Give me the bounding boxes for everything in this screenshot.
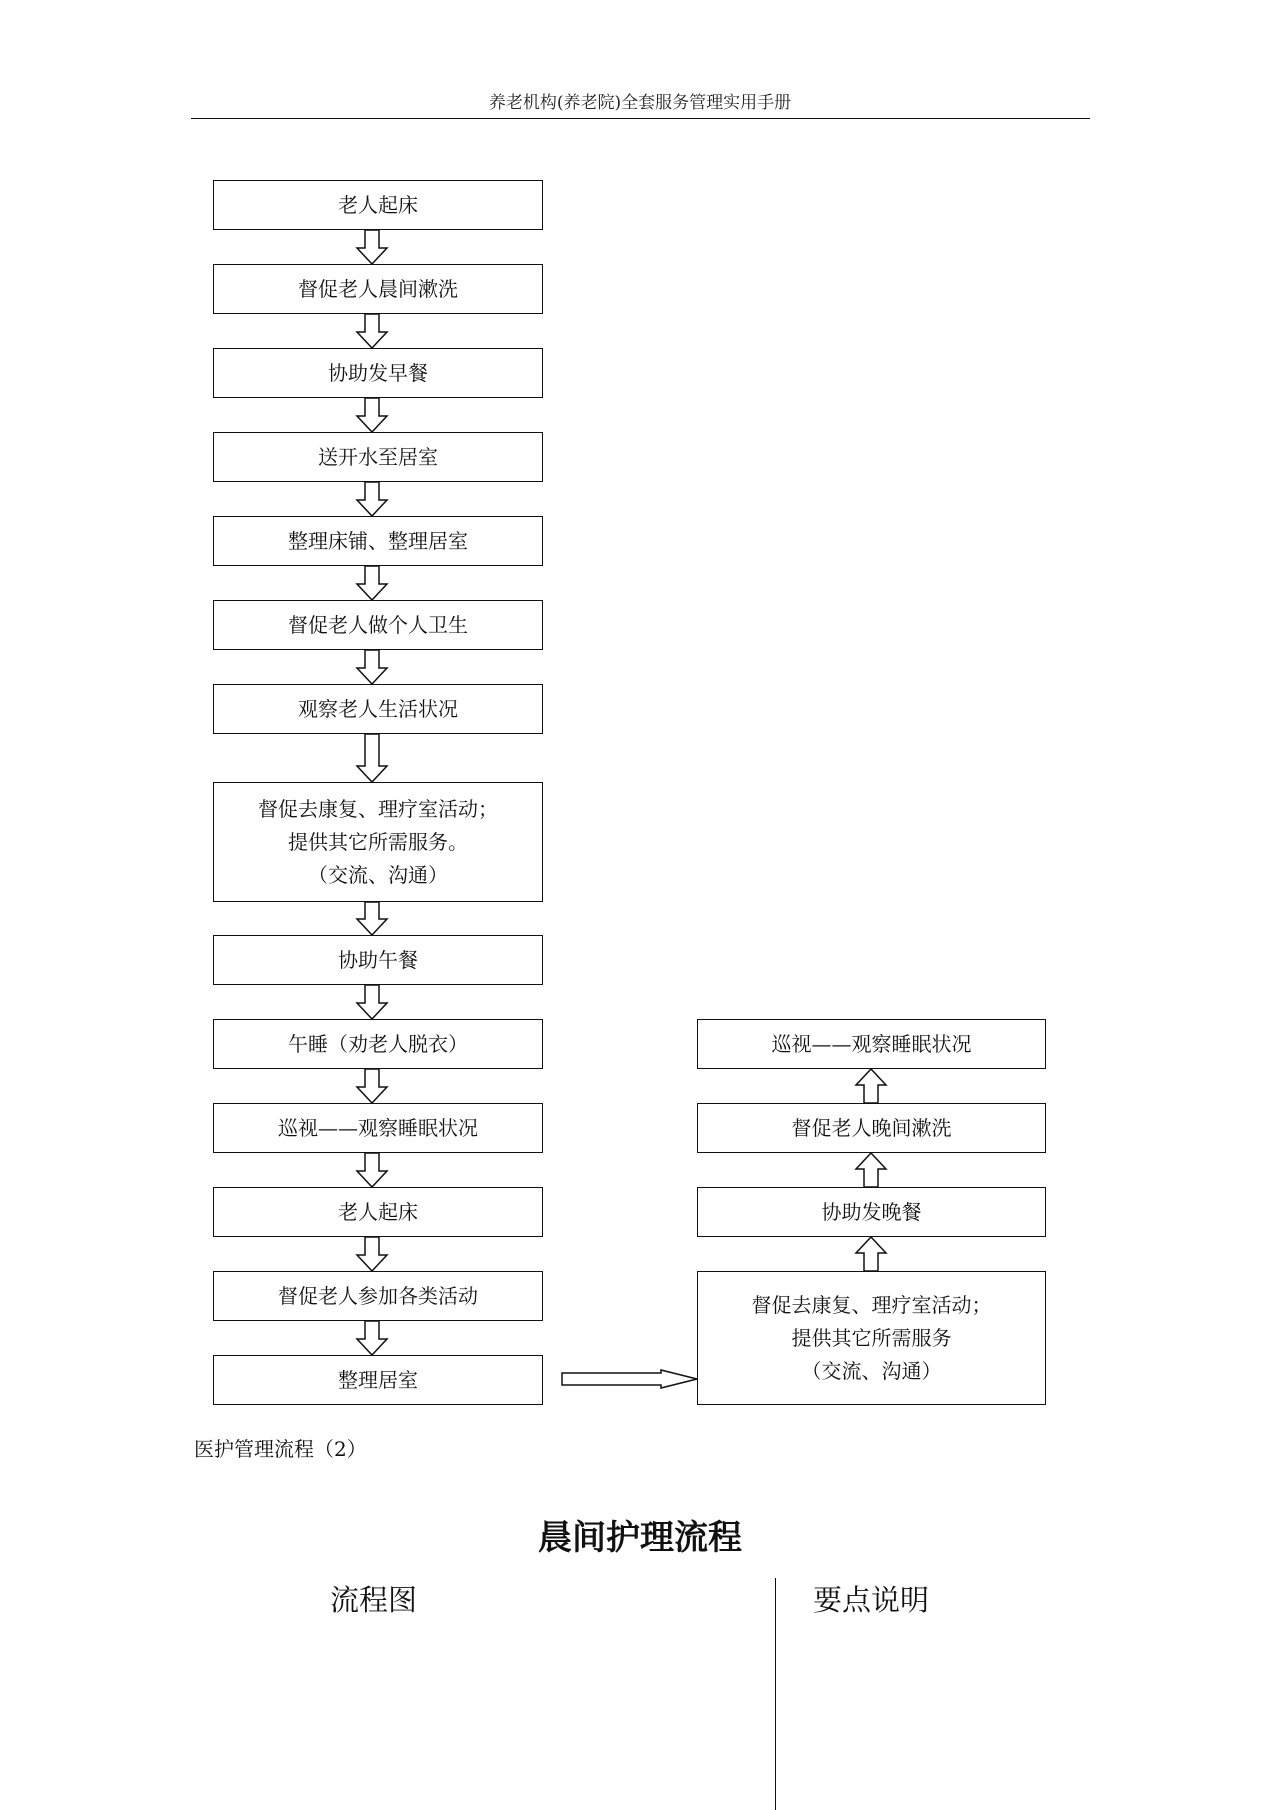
flow-step-left-2 bbox=[213, 264, 543, 314]
box-text-line: 督促老人做个人卫生 bbox=[288, 612, 468, 637]
down-arrow bbox=[355, 1069, 389, 1103]
up-arrow bbox=[854, 1153, 888, 1187]
up-arrow bbox=[854, 1237, 888, 1271]
box-text-line: 午睡（劝老人脱衣） bbox=[288, 1031, 468, 1056]
flow-step-left-12 bbox=[213, 1187, 543, 1237]
down-arrow bbox=[355, 398, 389, 432]
flow-step-left-11 bbox=[213, 1103, 543, 1153]
column-header-flowchart: 流程图 bbox=[330, 1583, 418, 1617]
flow-step-right-3 bbox=[697, 1187, 1046, 1237]
right-arrow bbox=[562, 1370, 697, 1388]
flow-step-right-4 bbox=[697, 1271, 1046, 1405]
down-arrow bbox=[355, 1321, 389, 1355]
box-text-line: 送开水至居室 bbox=[318, 444, 438, 469]
header-rule bbox=[191, 118, 1090, 119]
box-text-line: 巡视——观察睡眠状况 bbox=[771, 1031, 972, 1056]
box-text-line: 协助发晚餐 bbox=[821, 1199, 922, 1224]
flow-step-left-5 bbox=[213, 516, 543, 566]
flow-step-left-7 bbox=[213, 684, 543, 734]
down-arrow bbox=[355, 314, 389, 348]
down-arrow bbox=[355, 734, 389, 782]
down-arrow bbox=[355, 566, 389, 600]
flow-step-left-6 bbox=[213, 600, 543, 650]
flow-step-right-1 bbox=[697, 1019, 1046, 1069]
box-text-line: 提供其它所需服务 bbox=[791, 1325, 952, 1350]
flow-step-left-14 bbox=[213, 1355, 543, 1405]
box-text-line: 协助午餐 bbox=[338, 947, 418, 972]
down-arrow bbox=[355, 650, 389, 684]
box-text-line: 督促老人晚间漱洗 bbox=[791, 1115, 952, 1140]
box-text-line: 观察老人生活状况 bbox=[298, 696, 458, 721]
flow-step-right-2 bbox=[697, 1103, 1046, 1153]
down-arrow bbox=[355, 985, 389, 1019]
box-text-line: （交流、沟通） bbox=[308, 862, 448, 887]
column-divider bbox=[775, 1578, 776, 1810]
box-text-line: 督促去康复、理疗室活动； bbox=[258, 796, 498, 821]
flow-step-left-9 bbox=[213, 935, 543, 985]
down-arrow bbox=[355, 1237, 389, 1271]
box-text-line: 巡视——观察睡眠状况 bbox=[278, 1115, 478, 1140]
up-arrow bbox=[854, 1069, 888, 1103]
section-title: 晨间护理流程 bbox=[538, 1518, 742, 1558]
flow-step-left-4 bbox=[213, 432, 543, 482]
box-text-line: 督促老人晨间漱洗 bbox=[298, 276, 458, 301]
flow-step-left-13 bbox=[213, 1271, 543, 1321]
box-text-line: 老人起床 bbox=[338, 1199, 418, 1224]
down-arrow bbox=[355, 230, 389, 264]
down-arrow bbox=[355, 1153, 389, 1187]
box-text-line: 督促老人参加各类活动 bbox=[278, 1283, 478, 1308]
box-text-line: 整理居室 bbox=[338, 1367, 418, 1392]
box-text-line: 提供其它所需服务。 bbox=[288, 829, 468, 854]
flow-step-left-3 bbox=[213, 348, 543, 398]
box-text-line: 督促去康复、理疗室活动； bbox=[751, 1292, 992, 1317]
figure-caption: 医护管理流程（2） bbox=[194, 1437, 367, 1461]
box-text-line: 整理床铺、整理居室 bbox=[288, 528, 468, 553]
box-text-line: 老人起床 bbox=[338, 192, 418, 217]
box-text-line: 协助发早餐 bbox=[328, 360, 428, 385]
page-header: 养老机构(养老院)全套服务管理实用手册 bbox=[488, 93, 792, 113]
box-text-line: （交流、沟通） bbox=[801, 1358, 942, 1383]
flow-step-left-1 bbox=[213, 180, 543, 230]
flow-step-left-10 bbox=[213, 1019, 543, 1069]
down-arrow bbox=[355, 482, 389, 516]
column-header-notes: 要点说明 bbox=[813, 1583, 930, 1617]
flow-step-left-8 bbox=[213, 782, 543, 902]
down-arrow bbox=[355, 902, 389, 935]
